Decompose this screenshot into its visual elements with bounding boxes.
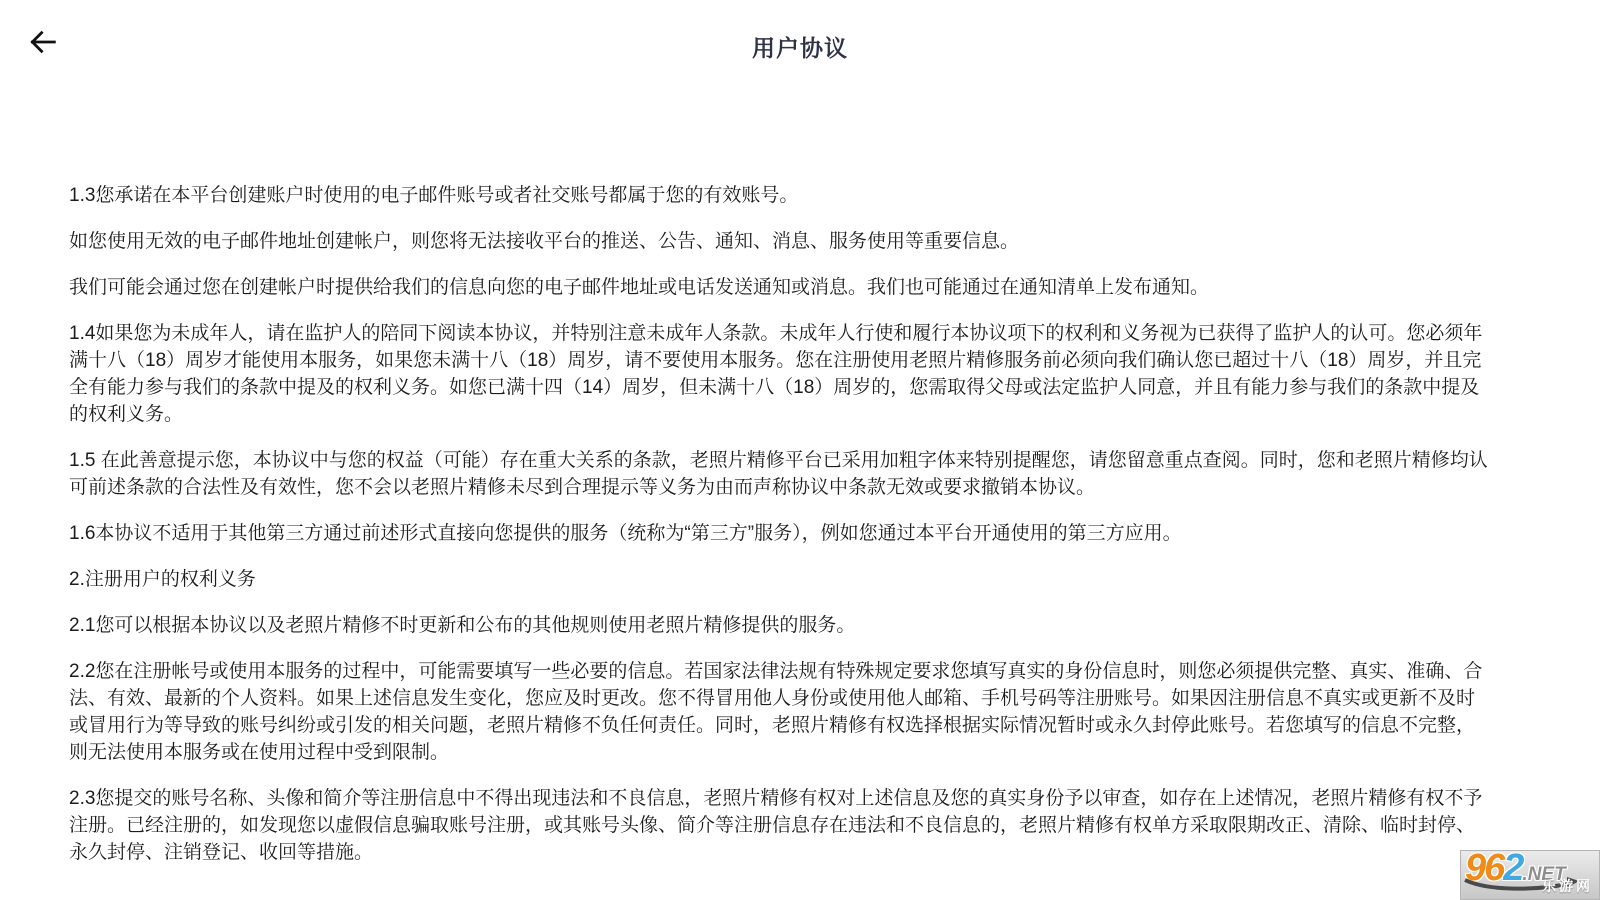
agreement-paragraph: 我们可能会通过您在创建帐户时提供给我们的信息向您的电子邮件地址或电话发送通知或消息。我们也可能通过在通知清单上发布通知。	[69, 277, 1210, 298]
agreement-paragraph: 2.1您可以根据本协议以及老照片精修不时更新和公布的其他规则使用老照片精修提供的服务。	[69, 615, 856, 636]
agreement-paragraph: 1.6本协议不适用于其他第三方通过前述形式直接向您提供的服务（统称为“第三方”服务），例如您通过本平台开通使用的第三方应用。	[69, 523, 1182, 544]
watermark-digits-orange: 96	[1465, 850, 1504, 889]
agreement-paragraph: 1.4如果您为未成年人，请在监护人的陪同下阅读本协议，并特别注意未成年人条款。未成年人行使和履行本协议项下的权利和义务视为已获得了监护人的认可。您必须年满十八（18）周岁才能使用本服务，如果您未满十八（18）周岁，请不要使用本服务。您在注册使用老照片精修服务前必须向我们确认您已超过十八（18）周岁，并且完全有能力参与我们的条款中提及的权利义务。如您已满十四（14）周岁，但未满十八（18）周岁的，您需取得父母或法定监护人同意，并且有能力参与我们的条款中提及的权利义务。	[69, 323, 1483, 425]
agreement-paragraph: 1.3您承诺在本平台创建账户时使用的电子邮件账号或者社交账号都属于您的有效账号。	[69, 185, 799, 206]
watermark-site-name: 乐游网	[1542, 878, 1593, 894]
agreement-text-area[interactable]	[69, 182, 1490, 885]
header	[0, 0, 1600, 86]
agreement-paragraph: 2.2您在注册帐号或使用本服务的过程中，可能需要填写一些必要的信息。若国家法律法规有特殊规定要求您填写真实的身份信息时，则您必须提供完整、真实、准确、合法、有效、最新的个人资料。如果上述信息发生变化，您应及时更改。您不得冒用他人身份或使用他人邮箱、手机号码等注册账号。如果因注册信息不真实或更新不及时或冒用行为等导致的账号纠纷或引发的相关问题，老照片精修不负任何责任。同时，老照片精修有权选择根据实际情况暂时或永久封停此账号。若您填写的信息不完整，则无法使用本服务或在使用过程中受到限制。	[69, 661, 1483, 763]
watermark-logo	[1460, 850, 1600, 900]
watermark-digit-blue: 2	[1503, 850, 1523, 889]
page-title: 用户协议	[752, 35, 848, 61]
agreement-paragraph: 如您使用无效的电子邮件地址创建帐户，则您将无法接收平台的推送、公告、通知、消息、服务使用等重要信息。	[69, 231, 1020, 252]
watermark-suffix: .NET	[1522, 864, 1566, 885]
agreement-section-heading: 2.注册用户的权利义务	[69, 569, 256, 590]
agreement-paragraph: 1.5 在此善意提示您，本协议中与您的权益（可能）存在重大关系的条款，老照片精修平台已采用加粗字体来特别提醒您，请您留意重点查阅。同时，您和老照片精修均认可前述条款的合法性及有效性，您不会以老照片精修未尽到合理提示等义务为由而声称协议中条款无效或要求撤销本协议。	[69, 450, 1488, 498]
agreement-paragraph: 2.3您提交的账号名称、头像和简介等注册信息中不得出现违法和不良信息，老照片精修有权对上述信息及您的真实身份予以审查，如存在上述情况，老照片精修有权不予注册。已经注册的，如发现您以虚假信息骗取账号注册，或其账号头像、简介等注册信息存在违法和不良信息的，老照片精修有权单方采取限期改正、清除、临时封停、永久封停、注销登记、收回等措施。	[69, 788, 1483, 863]
